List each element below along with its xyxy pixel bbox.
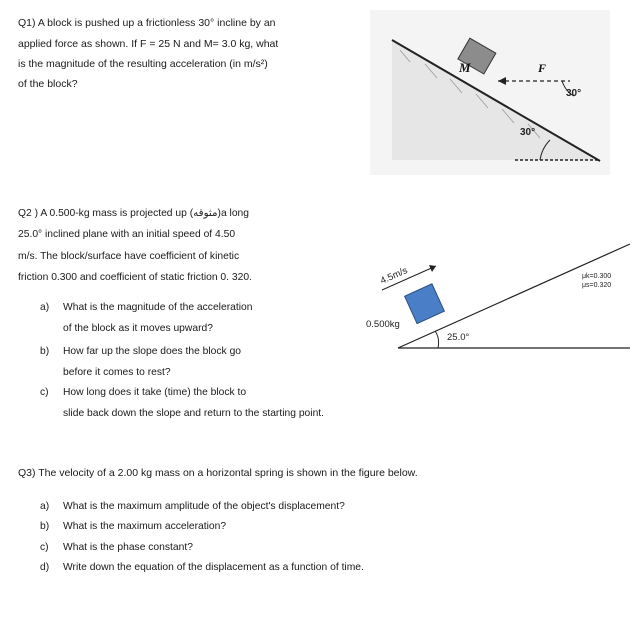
q3-part-c-label: c) xyxy=(40,542,49,553)
q2-text-line-4: friction 0.300 and coefficient of static friction 0. 320. xyxy=(18,272,252,283)
q2-part-b-line-2: before it comes to rest? xyxy=(63,367,171,378)
q1-text-line-4: of the block? xyxy=(18,78,78,90)
q1-mass-label: M xyxy=(459,60,471,75)
q1-text-line-2: applied force as shown. If F = 25 N and M= 3.0 kg, what xyxy=(18,38,279,50)
q1-angle-bottom-label: 30° xyxy=(520,127,536,138)
q2-part-c-line-2: slide back down the slope and return to the starting point. xyxy=(63,408,325,419)
q1-text-line-1: Q1) A block is pushed up a frictionless 30° incline by an xyxy=(18,17,276,29)
q3-part-d-text: Write down the equation of the displacement as a function of time. xyxy=(63,562,364,573)
q1-text-line-3: is the magnitude of the resulting acceleration (in m/s²) xyxy=(18,58,268,70)
q1-angle-top-label: 30° xyxy=(566,88,582,99)
q2-part-c-line-1: How long does it take (time) the block to xyxy=(63,387,247,398)
q2-part-b-line-1: How far up the slope does the block go xyxy=(63,346,242,357)
q2-part-c-label: c) xyxy=(40,387,49,398)
q2-angle-arc xyxy=(435,331,439,348)
q3-intro: Q3) The velocity of a 2.00 kg mass on a horizontal spring is shown in the figure below. xyxy=(18,467,418,479)
q2-block xyxy=(405,284,445,324)
q2-mu-s-label: μs=0.320 xyxy=(582,282,612,289)
q3-part-a-text: What is the maximum amplitude of the object's displacement? xyxy=(63,501,345,512)
q2-text-line-3: m/s. The block/surface have coefficient of kinetic xyxy=(18,251,240,262)
q2-part-a-line-2: of the block as it moves upward? xyxy=(63,323,213,334)
q1-force-label: F xyxy=(538,61,547,75)
q3-part-d-label: d) xyxy=(40,562,50,573)
q2-angle-label: 25.0° xyxy=(447,332,470,343)
q2-mass-label: 0.500kg xyxy=(366,319,400,330)
q3-part-b-label: b) xyxy=(40,521,50,532)
q3-part-b-text: What is the maximum acceleration? xyxy=(63,521,227,532)
q2-mu-k-label: μk=0.300 xyxy=(582,273,612,280)
q2-text-line-1: Q2 ) A 0.500-kg mass is projected up (مثوقه)a long xyxy=(18,208,250,219)
q2-part-b-label: b) xyxy=(40,346,50,357)
q3-part-a-label: a) xyxy=(40,501,50,512)
q2-speed-label: 4.5m/s xyxy=(378,265,410,287)
q2-part-a-label: a) xyxy=(40,302,50,313)
q2-text-line-2: 25.0° inclined plane with an initial speed of 4.50 xyxy=(18,229,236,240)
q3-part-c-text: What is the phase constant? xyxy=(63,542,193,553)
q2-part-a-line-1: What is the magnitude of the acceleration xyxy=(63,302,253,313)
